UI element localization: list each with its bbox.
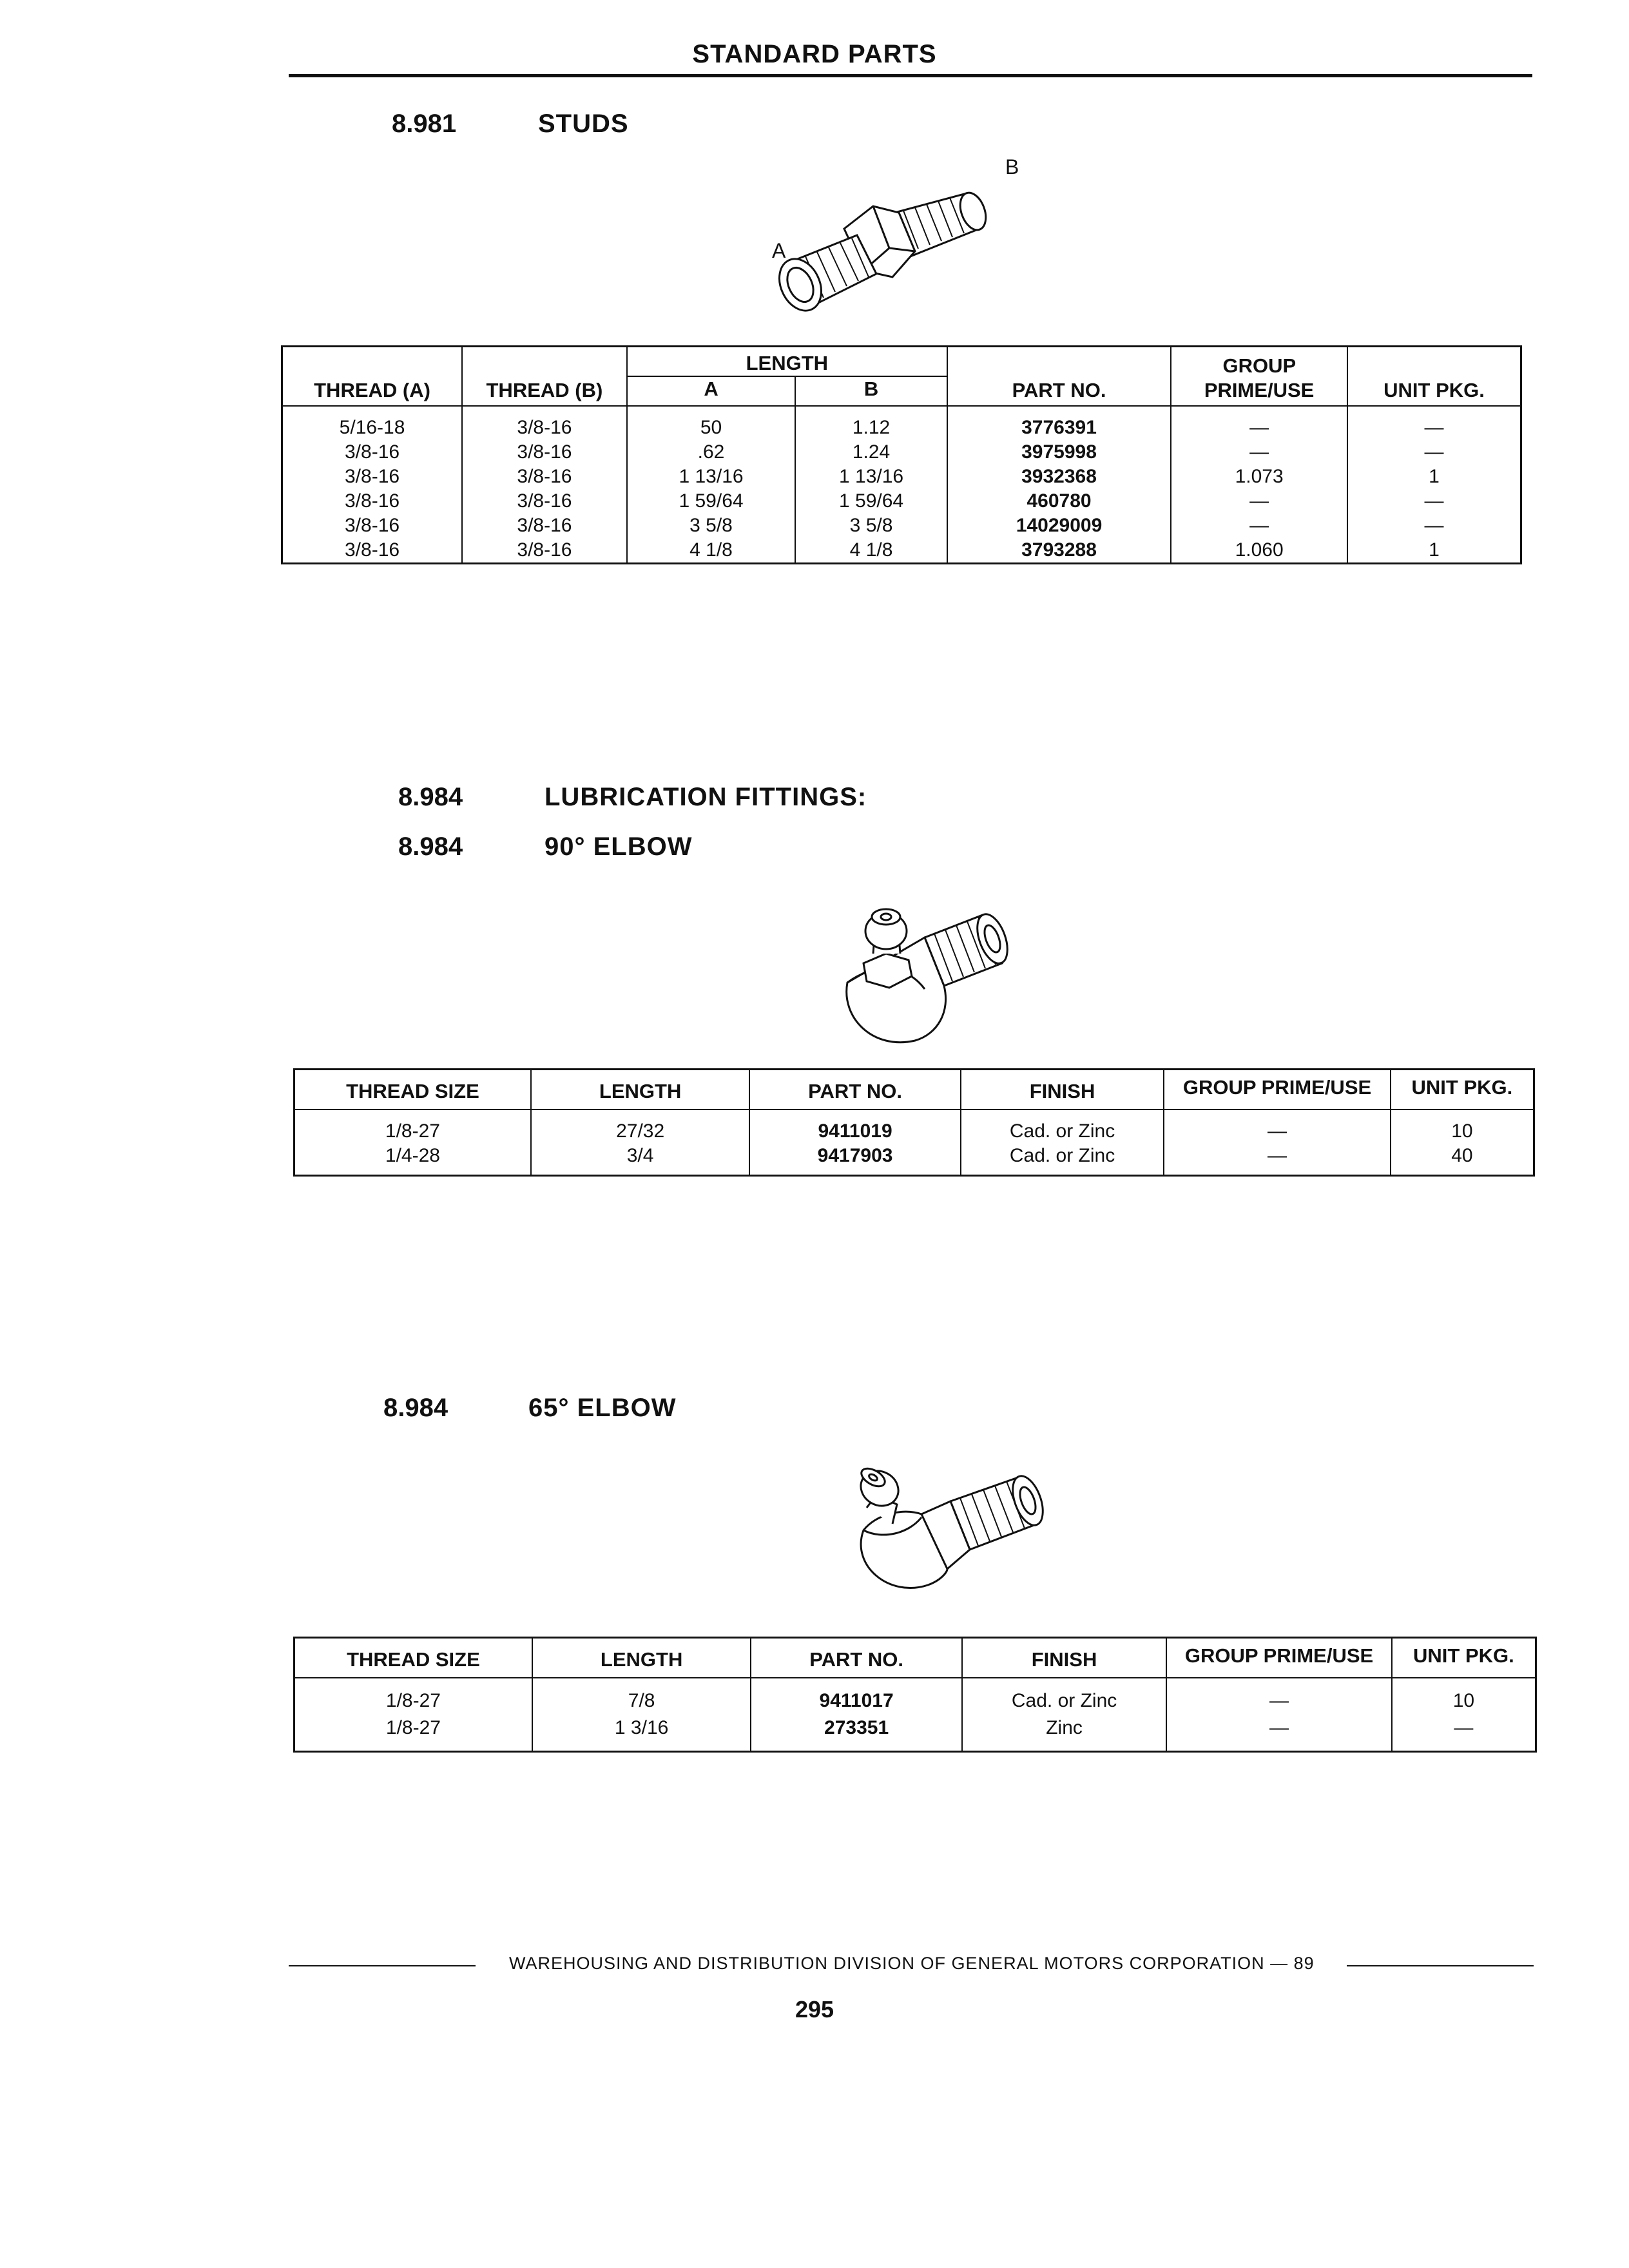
studs-col-unit: UNIT PKG. xyxy=(1347,347,1521,407)
studs-length-b-cells: 1.12 1.24 1 13/16 1 59/64 3 5/8 4 1/8 xyxy=(795,406,947,564)
lubrication-section-number: 8.984 xyxy=(398,783,463,811)
page-header-title: STANDARD PARTS xyxy=(692,40,937,68)
elbow90-thread-size-cells: 1/8-27 1/4-28 xyxy=(294,1110,531,1176)
studs-col-length-b: B xyxy=(795,376,947,406)
studs-table xyxy=(281,345,1522,564)
elbow90-unit-cells: 10 40 xyxy=(1391,1110,1534,1176)
studs-col-length: LENGTH xyxy=(627,347,947,377)
elbow90-section-number: 8.984 xyxy=(398,832,463,861)
elbow90-part-no-cells: 9411019 9417903 xyxy=(749,1110,960,1176)
elbow65-table xyxy=(293,1637,1537,1753)
studs-part-no-cells: 3776391 3975998 3932368 460780 14029009 3793288 xyxy=(947,406,1171,564)
elbow65-part-no-cells: 9411017 273351 xyxy=(751,1678,961,1752)
elbow65-illustration xyxy=(838,1459,1050,1601)
studs-length-a-cells: 50 .62 1 13/16 1 59/64 3 5/8 4 1/8 xyxy=(627,406,796,564)
stud-label-b: B xyxy=(1005,155,1019,178)
elbow65-section-title: 65° ELBOW xyxy=(528,1394,677,1422)
footer-rule-left xyxy=(289,1965,476,1966)
elbow90-group-cells: — — xyxy=(1164,1110,1391,1176)
studs-col-thread-b: THREAD (B) xyxy=(462,347,627,407)
elbow65-thread-size-cells: 1/8-27 1/8-27 xyxy=(294,1678,532,1752)
elbow90-length-cells: 27/32 3/4 xyxy=(531,1110,749,1176)
elbow90-col-finish: FINISH xyxy=(961,1070,1164,1110)
studs-col-length-a: A xyxy=(627,376,796,406)
stud-label-a: A xyxy=(772,239,786,262)
elbow90-finish-cells: Cad. or Zinc Cad. or Zinc xyxy=(961,1110,1164,1176)
lubrication-section-title: LUBRICATION FITTINGS: xyxy=(545,783,867,811)
page-number: 295 xyxy=(795,1996,834,2023)
elbow65-group-cells: — — xyxy=(1166,1678,1392,1752)
elbow65-finish-cells: Cad. or Zinc Zinc xyxy=(962,1678,1166,1752)
elbow90-col-unit: UNIT PKG. xyxy=(1391,1070,1534,1110)
elbow65-col-finish: FINISH xyxy=(962,1638,1166,1678)
studs-unit-cells: — — 1 — — 1 xyxy=(1347,406,1521,564)
studs-col-group: GROUP PRIME/USE xyxy=(1171,347,1347,407)
elbow65-col-unit: UNIT PKG. xyxy=(1392,1638,1536,1678)
studs-col-thread-a: THREAD (A) xyxy=(282,347,463,407)
elbow90-col-part-no: PART NO. xyxy=(749,1070,960,1110)
studs-thread-a-cells: 5/16-18 3/8-16 3/8-16 3/8-16 3/8-16 3/8-16 xyxy=(282,406,463,564)
studs-group-cells: — — 1.073 — — 1.060 xyxy=(1171,406,1347,564)
elbow90-section-title: 90° ELBOW xyxy=(545,832,693,861)
footer-text: WAREHOUSING AND DISTRIBUTION DIVISION OF GENERAL MOTORS CORPORATION — 89 xyxy=(509,1954,1315,1973)
studs-col-part-no: PART NO. xyxy=(947,347,1171,407)
elbow65-length-cells: 7/8 1 3/16 xyxy=(532,1678,751,1752)
header-rule xyxy=(289,74,1532,77)
elbow90-col-thread-size: THREAD SIZE xyxy=(294,1070,531,1110)
footer-rule-right xyxy=(1347,1965,1534,1966)
stud-illustration xyxy=(760,155,1044,329)
elbow90-table xyxy=(293,1068,1535,1177)
elbow65-section-number: 8.984 xyxy=(383,1394,448,1422)
elbow90-col-length: LENGTH xyxy=(531,1070,749,1110)
elbow90-illustration xyxy=(828,892,1015,1053)
studs-section-number: 8.981 xyxy=(392,110,457,138)
elbow65-col-part-no: PART NO. xyxy=(751,1638,961,1678)
elbow65-col-group: GROUP PRIME/USE xyxy=(1166,1638,1392,1678)
elbow65-col-thread-size: THREAD SIZE xyxy=(294,1638,532,1678)
studs-section-title: STUDS xyxy=(538,110,629,138)
elbow65-unit-cells: 10 — xyxy=(1392,1678,1536,1752)
elbow65-col-length: LENGTH xyxy=(532,1638,751,1678)
studs-thread-b-cells: 3/8-16 3/8-16 3/8-16 3/8-16 3/8-16 3/8-16 xyxy=(462,406,627,564)
elbow90-col-group: GROUP PRIME/USE xyxy=(1164,1070,1391,1110)
